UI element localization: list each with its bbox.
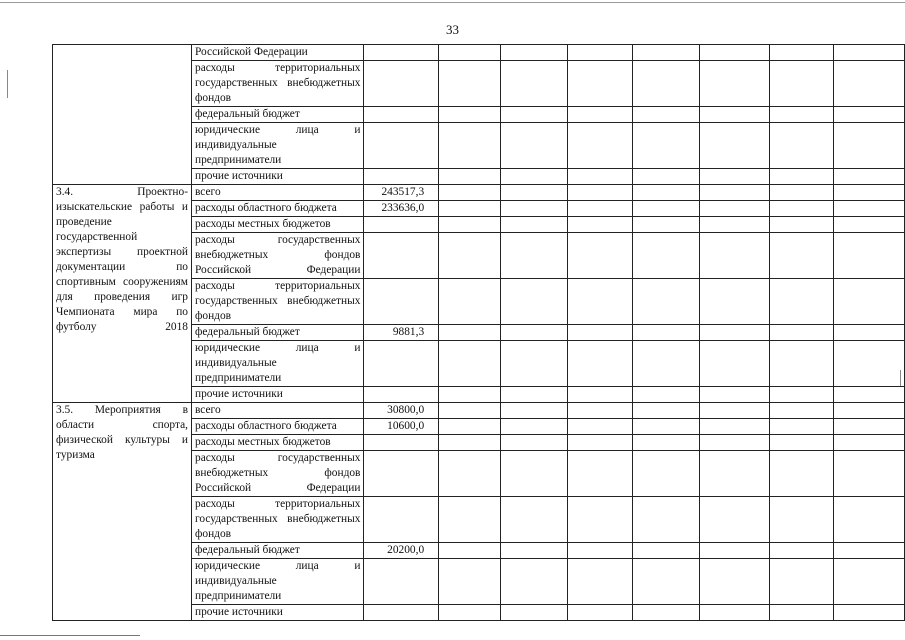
empty-cell [834, 403, 905, 419]
empty-cell [501, 169, 568, 185]
funding-source-cell [192, 419, 364, 435]
empty-cell [699, 217, 770, 233]
funding-source-label: прочие источники [195, 606, 283, 618]
empty-cell [834, 605, 905, 621]
empty-cell [699, 543, 770, 559]
empty-cell [439, 419, 501, 435]
funding-source-label: расходы областного бюджета [195, 202, 337, 214]
activity-title: 3.5. Мероприятия в области спорта, физической культуры и туризма [56, 404, 188, 461]
activity-title-cell [53, 45, 192, 185]
empty-cell [834, 497, 905, 543]
empty-cell [439, 201, 501, 217]
empty-cell [770, 61, 834, 107]
amount-cell [364, 107, 439, 123]
funding-source-cell [192, 341, 364, 387]
empty-cell [770, 451, 834, 497]
empty-cell [439, 497, 501, 543]
empty-cell [834, 435, 905, 451]
amount-cell [364, 497, 439, 543]
empty-cell [699, 201, 770, 217]
empty-cell [501, 419, 568, 435]
empty-cell [770, 233, 834, 279]
empty-cell [699, 387, 770, 403]
empty-cell [439, 451, 501, 497]
empty-cell [567, 279, 632, 325]
empty-cell [770, 201, 834, 217]
empty-cell [699, 559, 770, 605]
amount-cell [364, 123, 439, 169]
empty-cell [699, 605, 770, 621]
empty-cell [834, 45, 905, 61]
left-scan-mark [7, 70, 8, 98]
amount-value: 243517,3 [381, 186, 425, 198]
empty-cell [567, 341, 632, 387]
empty-cell [632, 451, 699, 497]
funding-source-cell [192, 605, 364, 621]
empty-cell [501, 559, 568, 605]
empty-cell [632, 341, 699, 387]
empty-cell [834, 185, 905, 201]
empty-cell [501, 217, 568, 233]
empty-cell [439, 217, 501, 233]
empty-cell [699, 419, 770, 435]
funding-source-label: расходы государственных внебюджетных фондов Российской Федерации [195, 234, 361, 276]
activity-title: 3.4. Проектно-изыскательские работы и проведение государственной экспертизы проектной документации по спортивным сооружениям для проведения игр Чемпионата мира по футболу 2018 [56, 186, 188, 333]
empty-cell [834, 451, 905, 497]
empty-cell [501, 325, 568, 341]
empty-cell [632, 559, 699, 605]
amount-cell [364, 451, 439, 497]
empty-cell [834, 419, 905, 435]
funding-source-cell [192, 201, 364, 217]
empty-cell [770, 387, 834, 403]
funding-source-cell [192, 185, 364, 201]
empty-cell [770, 217, 834, 233]
budget-table [52, 44, 905, 621]
empty-cell [632, 185, 699, 201]
empty-cell [699, 123, 770, 169]
empty-cell [770, 341, 834, 387]
empty-cell [834, 559, 905, 605]
funding-source-cell [192, 559, 364, 605]
empty-cell [699, 169, 770, 185]
activity-title-cell [53, 403, 192, 621]
empty-cell [501, 605, 568, 621]
empty-cell [439, 341, 501, 387]
empty-cell [834, 387, 905, 403]
amount-value: 10600,0 [387, 420, 425, 432]
empty-cell [699, 45, 770, 61]
amount-cell [364, 543, 439, 559]
empty-cell [632, 325, 699, 341]
amount-value: 20200,0 [387, 544, 425, 556]
funding-source-cell [192, 497, 364, 543]
empty-cell [567, 107, 632, 123]
empty-cell [632, 107, 699, 123]
empty-cell [770, 605, 834, 621]
activity-title-cell [53, 185, 192, 403]
amount-cell [364, 279, 439, 325]
empty-cell [501, 435, 568, 451]
funding-source-cell [192, 403, 364, 419]
amount-cell [364, 169, 439, 185]
amount-cell [364, 341, 439, 387]
amount-value: 9881,3 [392, 326, 425, 338]
empty-cell [834, 543, 905, 559]
empty-cell [770, 559, 834, 605]
empty-cell [439, 559, 501, 605]
empty-cell [632, 403, 699, 419]
empty-cell [632, 217, 699, 233]
funding-source-label: расходы государственных внебюджетных фондов Российской Федерации [195, 452, 361, 494]
empty-cell [699, 185, 770, 201]
empty-cell [699, 403, 770, 419]
empty-cell [699, 233, 770, 279]
empty-cell [770, 185, 834, 201]
empty-cell [501, 45, 568, 61]
bottom-scan-edge [0, 635, 140, 636]
empty-cell [632, 497, 699, 543]
empty-cell [439, 123, 501, 169]
empty-cell [439, 169, 501, 185]
funding-source-label: прочие источники [195, 388, 283, 400]
amount-value: 233636,0 [381, 202, 425, 214]
empty-cell [501, 185, 568, 201]
empty-cell [834, 217, 905, 233]
empty-cell [834, 61, 905, 107]
empty-cell [699, 451, 770, 497]
empty-cell [632, 45, 699, 61]
amount-cell [364, 61, 439, 107]
funding-source-cell [192, 325, 364, 341]
amount-cell [364, 435, 439, 451]
amount-cell [364, 45, 439, 61]
empty-cell [439, 107, 501, 123]
empty-cell [699, 325, 770, 341]
empty-cell [501, 543, 568, 559]
empty-cell [834, 325, 905, 341]
empty-cell [632, 419, 699, 435]
empty-cell [567, 543, 632, 559]
empty-cell [567, 201, 632, 217]
page-number: 33 [446, 22, 459, 37]
empty-cell [439, 185, 501, 201]
empty-cell [770, 543, 834, 559]
empty-cell [834, 169, 905, 185]
funding-source-cell [192, 387, 364, 403]
amount-cell [364, 185, 439, 201]
empty-cell [632, 61, 699, 107]
empty-cell [699, 61, 770, 107]
empty-cell [699, 341, 770, 387]
empty-cell [567, 185, 632, 201]
funding-source-cell [192, 123, 364, 169]
empty-cell [770, 45, 834, 61]
funding-source-cell [192, 169, 364, 185]
amount-cell [364, 559, 439, 605]
empty-cell [501, 387, 568, 403]
empty-cell [439, 435, 501, 451]
funding-source-cell [192, 217, 364, 233]
funding-source-label: расходы территориальных государственных внебюджетных фондов [195, 280, 361, 322]
empty-cell [439, 45, 501, 61]
amount-cell [364, 605, 439, 621]
empty-cell [632, 201, 699, 217]
funding-source-label: юридические лица и индивидуальные предприниматели [195, 124, 361, 166]
funding-source-cell [192, 543, 364, 559]
funding-source-label: всего [195, 404, 221, 416]
empty-cell [632, 387, 699, 403]
empty-cell [501, 451, 568, 497]
empty-cell [501, 107, 568, 123]
empty-cell [567, 559, 632, 605]
empty-cell [567, 123, 632, 169]
empty-cell [699, 107, 770, 123]
funding-source-cell [192, 61, 364, 107]
funding-source-cell [192, 451, 364, 497]
empty-cell [834, 279, 905, 325]
empty-cell [770, 107, 834, 123]
table-row [53, 185, 905, 201]
empty-cell [632, 169, 699, 185]
empty-cell [770, 123, 834, 169]
empty-cell [501, 233, 568, 279]
funding-source-cell [192, 435, 364, 451]
empty-cell [567, 435, 632, 451]
funding-source-label: расходы территориальных государственных внебюджетных фондов [195, 62, 361, 104]
empty-cell [439, 233, 501, 279]
empty-cell [567, 233, 632, 279]
empty-cell [567, 451, 632, 497]
empty-cell [770, 403, 834, 419]
funding-source-label: юридические лица и индивидуальные предприниматели [195, 342, 361, 384]
empty-cell [699, 435, 770, 451]
empty-cell [632, 605, 699, 621]
funding-source-label: всего [195, 186, 221, 198]
amount-cell [364, 201, 439, 217]
funding-source-label: расходы местных бюджетов [195, 436, 331, 448]
empty-cell [834, 341, 905, 387]
amount-cell [364, 325, 439, 341]
amount-cell [364, 403, 439, 419]
amount-cell [364, 387, 439, 403]
empty-cell [439, 61, 501, 107]
empty-cell [699, 497, 770, 543]
empty-cell [632, 279, 699, 325]
funding-source-cell [192, 279, 364, 325]
funding-source-cell [192, 107, 364, 123]
funding-source-label: расходы областного бюджета [195, 420, 337, 432]
table-row [53, 45, 905, 61]
empty-cell [834, 123, 905, 169]
amount-cell [364, 217, 439, 233]
empty-cell [770, 435, 834, 451]
empty-cell [770, 325, 834, 341]
empty-cell [567, 387, 632, 403]
empty-cell [632, 233, 699, 279]
empty-cell [770, 419, 834, 435]
empty-cell [699, 279, 770, 325]
empty-cell [632, 123, 699, 169]
funding-source-cell [192, 45, 364, 61]
empty-cell [770, 497, 834, 543]
amount-cell [364, 233, 439, 279]
empty-cell [567, 497, 632, 543]
funding-source-label: федеральный бюджет [195, 544, 300, 556]
empty-cell [567, 169, 632, 185]
empty-cell [770, 279, 834, 325]
empty-cell [501, 279, 568, 325]
empty-cell [439, 325, 501, 341]
empty-cell [501, 403, 568, 419]
funding-source-label: федеральный бюджет [195, 108, 300, 120]
amount-value: 30800,0 [387, 404, 425, 416]
empty-cell [501, 61, 568, 107]
funding-source-label: федеральный бюджет [195, 326, 300, 338]
top-scan-edge [0, 2, 905, 3]
empty-cell [834, 107, 905, 123]
empty-cell [567, 605, 632, 621]
empty-cell [567, 419, 632, 435]
funding-source-cell [192, 233, 364, 279]
empty-cell [632, 543, 699, 559]
table-row [53, 403, 905, 419]
empty-cell [501, 341, 568, 387]
funding-source-label: Российской Федерации [195, 46, 308, 58]
empty-cell [439, 403, 501, 419]
empty-cell [834, 201, 905, 217]
empty-cell [567, 325, 632, 341]
empty-cell [501, 123, 568, 169]
empty-cell [567, 217, 632, 233]
empty-cell [632, 435, 699, 451]
empty-cell [501, 201, 568, 217]
empty-cell [439, 279, 501, 325]
empty-cell [567, 61, 632, 107]
funding-source-label: прочие источники [195, 170, 283, 182]
amount-cell [364, 419, 439, 435]
funding-source-label: расходы местных бюджетов [195, 218, 331, 230]
empty-cell [439, 543, 501, 559]
empty-cell [567, 403, 632, 419]
funding-source-label: юридические лица и индивидуальные предприниматели [195, 560, 361, 602]
empty-cell [439, 387, 501, 403]
empty-cell [567, 45, 632, 61]
empty-cell [770, 169, 834, 185]
funding-source-label: расходы территориальных государственных внебюджетных фондов [195, 498, 361, 540]
empty-cell [501, 497, 568, 543]
empty-cell [834, 233, 905, 279]
empty-cell [439, 605, 501, 621]
